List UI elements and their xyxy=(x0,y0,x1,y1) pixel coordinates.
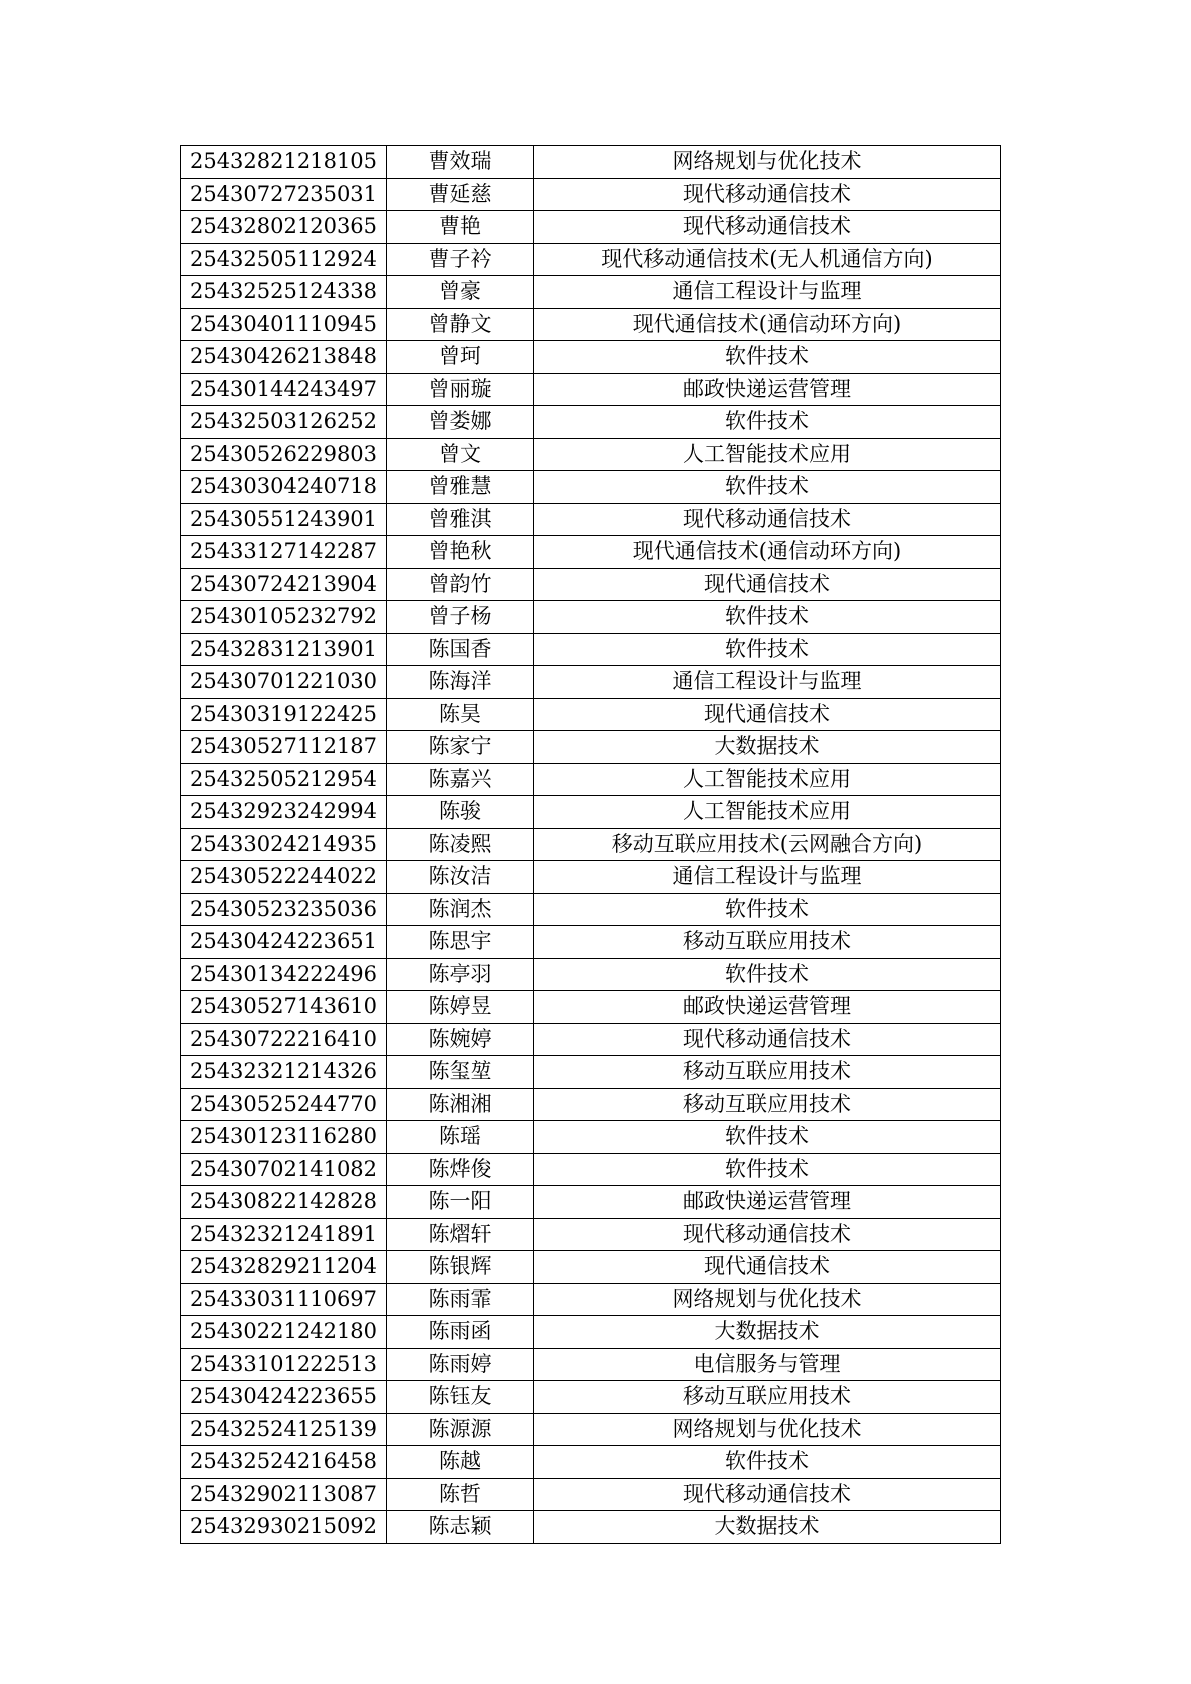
table-row xyxy=(181,471,1001,504)
candidate-id-cell: 25432505212954 xyxy=(181,763,387,796)
candidate-id-cell: 25430426213848 xyxy=(181,341,387,374)
student-name-cell: 曾娄娜 xyxy=(387,406,534,439)
candidate-id-cell: 25433101222513 xyxy=(181,1348,387,1381)
student-name-cell: 曾静文 xyxy=(387,308,534,341)
table-row xyxy=(181,893,1001,926)
student-name-cell: 陈越 xyxy=(387,1446,534,1479)
student-name-cell: 陈嘉兴 xyxy=(387,763,534,796)
table-row xyxy=(181,1316,1001,1349)
student-name-cell: 陈雨霏 xyxy=(387,1283,534,1316)
table-row xyxy=(181,1186,1001,1219)
student-name-cell: 陈熠轩 xyxy=(387,1218,534,1251)
candidate-id-cell: 25430822142828 xyxy=(181,1186,387,1219)
table-row xyxy=(181,1121,1001,1154)
table-row xyxy=(181,438,1001,471)
major-cell: 软件技术 xyxy=(534,406,1001,439)
student-name-cell: 陈海洋 xyxy=(387,666,534,699)
table-row xyxy=(181,1348,1001,1381)
table-row xyxy=(181,1478,1001,1511)
table-body xyxy=(181,146,1001,1544)
table-row xyxy=(181,276,1001,309)
table-row xyxy=(181,601,1001,634)
major-cell: 移动互联应用技术 xyxy=(534,1056,1001,1089)
table-row xyxy=(181,373,1001,406)
candidate-id-cell: 25430304240718 xyxy=(181,471,387,504)
student-name-cell: 曹延慈 xyxy=(387,178,534,211)
table-row xyxy=(181,341,1001,374)
major-cell: 现代通信技术 xyxy=(534,698,1001,731)
student-name-cell: 曾雅淇 xyxy=(387,503,534,536)
major-cell: 现代通信技术(通信动环方向) xyxy=(534,308,1001,341)
student-name-cell: 陈湘湘 xyxy=(387,1088,534,1121)
student-name-cell: 陈昊 xyxy=(387,698,534,731)
candidate-id-cell: 25430526229803 xyxy=(181,438,387,471)
major-cell: 软件技术 xyxy=(534,893,1001,926)
student-name-cell: 陈银辉 xyxy=(387,1251,534,1284)
table-row xyxy=(181,763,1001,796)
student-name-cell: 曾豪 xyxy=(387,276,534,309)
major-cell: 大数据技术 xyxy=(534,1316,1001,1349)
table-row xyxy=(181,1088,1001,1121)
candidate-id-cell: 25430424223655 xyxy=(181,1381,387,1414)
major-cell: 电信服务与管理 xyxy=(534,1348,1001,1381)
student-name-cell: 陈思宇 xyxy=(387,926,534,959)
candidate-id-cell: 25430527143610 xyxy=(181,991,387,1024)
student-name-cell: 陈雨婷 xyxy=(387,1348,534,1381)
table-row xyxy=(181,861,1001,894)
student-name-cell: 曾艳秋 xyxy=(387,536,534,569)
table-row xyxy=(181,731,1001,764)
table-row xyxy=(181,211,1001,244)
major-cell: 现代通信技术 xyxy=(534,568,1001,601)
major-cell: 网络规划与优化技术 xyxy=(534,1413,1001,1446)
student-name-cell: 曾韵竹 xyxy=(387,568,534,601)
candidate-id-cell: 25430144243497 xyxy=(181,373,387,406)
major-cell: 移动互联应用技术(云网融合方向) xyxy=(534,828,1001,861)
student-name-cell: 陈玺堃 xyxy=(387,1056,534,1089)
major-cell: 软件技术 xyxy=(534,1446,1001,1479)
major-cell: 现代移动通信技术 xyxy=(534,1218,1001,1251)
student-name-cell: 陈雨函 xyxy=(387,1316,534,1349)
table-row xyxy=(181,1413,1001,1446)
candidate-id-cell: 25430702141082 xyxy=(181,1153,387,1186)
table-row xyxy=(181,308,1001,341)
table-row xyxy=(181,958,1001,991)
candidate-id-cell: 25432503126252 xyxy=(181,406,387,439)
table-row xyxy=(181,1381,1001,1414)
candidate-id-cell: 25430401110945 xyxy=(181,308,387,341)
student-name-cell: 陈亭羽 xyxy=(387,958,534,991)
candidate-id-cell: 25430105232792 xyxy=(181,601,387,634)
candidate-id-cell: 25430221242180 xyxy=(181,1316,387,1349)
student-name-cell: 陈润杰 xyxy=(387,893,534,926)
major-cell: 邮政快递运营管理 xyxy=(534,1186,1001,1219)
student-name-cell: 曾珂 xyxy=(387,341,534,374)
major-cell: 现代通信技术 xyxy=(534,1251,1001,1284)
table-row xyxy=(181,178,1001,211)
major-cell: 通信工程设计与监理 xyxy=(534,276,1001,309)
table-row xyxy=(181,146,1001,179)
student-name-cell: 陈凌熙 xyxy=(387,828,534,861)
major-cell: 网络规划与优化技术 xyxy=(534,146,1001,179)
major-cell: 软件技术 xyxy=(534,633,1001,666)
candidate-id-cell: 25430701221030 xyxy=(181,666,387,699)
candidate-id-cell: 25430123116280 xyxy=(181,1121,387,1154)
candidate-id-cell: 25432524216458 xyxy=(181,1446,387,1479)
candidate-id-cell: 25432930215092 xyxy=(181,1511,387,1544)
major-cell: 软件技术 xyxy=(534,1121,1001,1154)
candidate-id-cell: 25430134222496 xyxy=(181,958,387,991)
table-row xyxy=(181,926,1001,959)
major-cell: 软件技术 xyxy=(534,471,1001,504)
major-cell: 通信工程设计与监理 xyxy=(534,666,1001,699)
major-cell: 网络规划与优化技术 xyxy=(534,1283,1001,1316)
table-row xyxy=(181,1446,1001,1479)
table-row xyxy=(181,698,1001,731)
table-row xyxy=(181,536,1001,569)
candidate-id-cell: 25432831213901 xyxy=(181,633,387,666)
candidate-id-cell: 25432505112924 xyxy=(181,243,387,276)
student-name-cell: 陈钰友 xyxy=(387,1381,534,1414)
student-name-cell: 陈国香 xyxy=(387,633,534,666)
major-cell: 现代通信技术(通信动环方向) xyxy=(534,536,1001,569)
major-cell: 软件技术 xyxy=(534,601,1001,634)
student-name-cell: 陈哲 xyxy=(387,1478,534,1511)
major-cell: 软件技术 xyxy=(534,341,1001,374)
student-name-cell: 陈源源 xyxy=(387,1413,534,1446)
table-row xyxy=(181,503,1001,536)
student-name-cell: 曹效瑞 xyxy=(387,146,534,179)
major-cell: 现代移动通信技术 xyxy=(534,178,1001,211)
candidate-id-cell: 25432923242994 xyxy=(181,796,387,829)
candidate-id-cell: 25432802120365 xyxy=(181,211,387,244)
table-row xyxy=(181,991,1001,1024)
major-cell: 移动互联应用技术 xyxy=(534,1381,1001,1414)
student-name-cell: 陈烨俊 xyxy=(387,1153,534,1186)
table-row xyxy=(181,243,1001,276)
major-cell: 大数据技术 xyxy=(534,1511,1001,1544)
candidate-id-cell: 25432829211204 xyxy=(181,1251,387,1284)
table-row xyxy=(181,1218,1001,1251)
major-cell: 现代移动通信技术 xyxy=(534,503,1001,536)
candidate-id-cell: 25430722216410 xyxy=(181,1023,387,1056)
student-name-cell: 陈志颖 xyxy=(387,1511,534,1544)
candidate-id-cell: 25430551243901 xyxy=(181,503,387,536)
major-cell: 邮政快递运营管理 xyxy=(534,991,1001,1024)
candidate-id-cell: 25430523235036 xyxy=(181,893,387,926)
student-name-cell: 曾文 xyxy=(387,438,534,471)
candidate-id-cell: 25430727235031 xyxy=(181,178,387,211)
major-cell: 现代移动通信技术(无人机通信方向) xyxy=(534,243,1001,276)
major-cell: 现代移动通信技术 xyxy=(534,1023,1001,1056)
candidate-id-cell: 25432524125139 xyxy=(181,1413,387,1446)
table-row xyxy=(181,406,1001,439)
student-name-cell: 陈骏 xyxy=(387,796,534,829)
table-row xyxy=(181,1153,1001,1186)
candidate-id-cell: 25432321214326 xyxy=(181,1056,387,1089)
table-row xyxy=(181,1283,1001,1316)
student-name-cell: 陈婷昱 xyxy=(387,991,534,1024)
table-row xyxy=(181,568,1001,601)
student-name-cell: 曾子杨 xyxy=(387,601,534,634)
major-cell: 通信工程设计与监理 xyxy=(534,861,1001,894)
table-row xyxy=(181,1511,1001,1544)
candidate-id-cell: 25430525244770 xyxy=(181,1088,387,1121)
major-cell: 现代移动通信技术 xyxy=(534,1478,1001,1511)
candidate-id-cell: 25430319122425 xyxy=(181,698,387,731)
table-row xyxy=(181,828,1001,861)
candidate-id-cell: 25432821218105 xyxy=(181,146,387,179)
major-cell: 邮政快递运营管理 xyxy=(534,373,1001,406)
major-cell: 大数据技术 xyxy=(534,731,1001,764)
document-page xyxy=(180,145,1000,1544)
candidate-id-cell: 25432525124338 xyxy=(181,276,387,309)
major-cell: 软件技术 xyxy=(534,1153,1001,1186)
major-cell: 人工智能技术应用 xyxy=(534,796,1001,829)
student-name-cell: 陈一阳 xyxy=(387,1186,534,1219)
student-name-cell: 陈家宁 xyxy=(387,731,534,764)
student-table xyxy=(180,145,1001,1544)
table-row xyxy=(181,796,1001,829)
major-cell: 人工智能技术应用 xyxy=(534,438,1001,471)
major-cell: 移动互联应用技术 xyxy=(534,926,1001,959)
student-name-cell: 曾丽璇 xyxy=(387,373,534,406)
major-cell: 移动互联应用技术 xyxy=(534,1088,1001,1121)
candidate-id-cell: 25433127142287 xyxy=(181,536,387,569)
candidate-id-cell: 25430522244022 xyxy=(181,861,387,894)
candidate-id-cell: 25432321241891 xyxy=(181,1218,387,1251)
table-row xyxy=(181,1056,1001,1089)
table-row xyxy=(181,633,1001,666)
candidate-id-cell: 25432902113087 xyxy=(181,1478,387,1511)
candidate-id-cell: 25433031110697 xyxy=(181,1283,387,1316)
student-name-cell: 陈汝洁 xyxy=(387,861,534,894)
candidate-id-cell: 25433024214935 xyxy=(181,828,387,861)
student-name-cell: 曾雅慧 xyxy=(387,471,534,504)
candidate-id-cell: 25430424223651 xyxy=(181,926,387,959)
table-row xyxy=(181,1023,1001,1056)
student-name-cell: 曹艳 xyxy=(387,211,534,244)
table-row xyxy=(181,666,1001,699)
student-name-cell: 曹子衿 xyxy=(387,243,534,276)
student-name-cell: 陈瑶 xyxy=(387,1121,534,1154)
table-row xyxy=(181,1251,1001,1284)
major-cell: 现代移动通信技术 xyxy=(534,211,1001,244)
student-name-cell: 陈婉婷 xyxy=(387,1023,534,1056)
major-cell: 人工智能技术应用 xyxy=(534,763,1001,796)
candidate-id-cell: 25430527112187 xyxy=(181,731,387,764)
candidate-id-cell: 25430724213904 xyxy=(181,568,387,601)
major-cell: 软件技术 xyxy=(534,958,1001,991)
